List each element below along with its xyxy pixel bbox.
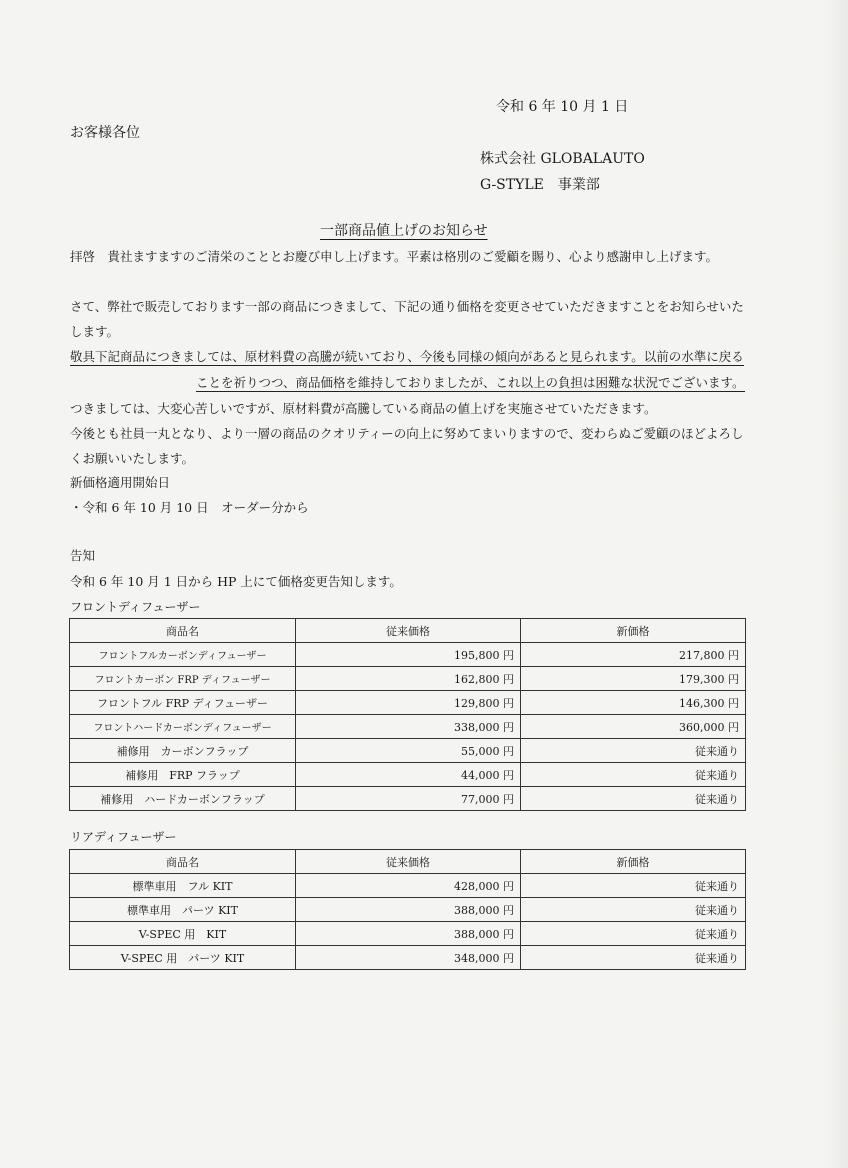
old-price: 55,000 円 (296, 739, 521, 763)
old-price: 195,800 円 (296, 643, 521, 667)
paragraph-1-line-1: さて、弊社で販売しております一部の商品につきまして、下記の通り価格を変更させていただきますことをお知らせいた (70, 299, 744, 314)
front-section-title: フロントディフューザー (70, 600, 201, 614)
table-row (70, 763, 746, 787)
paragraph-2-line-2: ことを祈りつつ、商品価格を維持しておりましたが、これ以上の負担は困難な状況でございます。 (196, 375, 745, 390)
paragraph-4-line-1: 今後とも社員一丸となり、より一層の商品のクオリティーの向上に努めてまいりますので、変わらぬご愛顧のほどよろし (70, 426, 744, 441)
old-price: 338,000 円 (296, 715, 521, 739)
new-price: 従来通り (521, 787, 746, 811)
product-name: フロントフルカーボンディフューザー (70, 643, 296, 667)
new-price: 360,000 円 (521, 715, 746, 739)
new-price: 217,800 円 (521, 643, 746, 667)
table-row (70, 643, 746, 667)
product-name: 標準車用 パーツ KIT (70, 898, 296, 922)
table-row (70, 946, 746, 970)
column-header-old-price: 従来価格 (296, 619, 521, 643)
table-header-row (70, 850, 746, 874)
product-name: V-SPEC 用 KIT (70, 922, 296, 946)
department-name: G-STYLE 事業部 (480, 177, 600, 193)
column-header-new-price: 新価格 (521, 850, 746, 874)
table-row (70, 667, 746, 691)
column-header-name: 商品名 (70, 619, 296, 643)
new-price: 従来通り (521, 898, 746, 922)
table-row (70, 739, 746, 763)
product-name: 補修用 ハードカーボンフラップ (70, 787, 296, 811)
table-row (70, 691, 746, 715)
paragraph-4-line-2: くお願いいたします。 (70, 451, 195, 466)
table-row (70, 898, 746, 922)
table-row (70, 715, 746, 739)
column-header-name: 商品名 (70, 850, 296, 874)
old-price: 44,000 円 (296, 763, 521, 787)
notice-label: 告知 (70, 548, 96, 563)
product-name: フロントカーボン FRP ディフューザー (70, 667, 296, 691)
old-price: 348,000 円 (296, 946, 521, 970)
product-name: 補修用 カーボンフラップ (70, 739, 296, 763)
old-price: 129,800 円 (296, 691, 521, 715)
document-date: 令和 6 年 10 月 1 日 (496, 99, 629, 115)
start-date-label: 新価格適用開始日 (70, 475, 171, 490)
new-price: 従来通り (521, 739, 746, 763)
product-name: フロントフル FRP ディフューザー (70, 691, 296, 715)
column-header-new-price: 新価格 (521, 619, 746, 643)
table-row (70, 922, 746, 946)
front-price-table (69, 618, 746, 811)
old-price: 388,000 円 (296, 898, 521, 922)
paragraph-1-line-2: します。 (70, 324, 120, 339)
new-price: 従来通り (521, 874, 746, 898)
new-price: 従来通り (521, 763, 746, 787)
table-header-row (70, 619, 746, 643)
old-price: 388,000 円 (296, 922, 521, 946)
product-name: 補修用 FRP フラップ (70, 763, 296, 787)
scan-edge-shadow (826, 0, 848, 1168)
old-price: 77,000 円 (296, 787, 521, 811)
recipient: お客様各位 (70, 125, 140, 141)
rear-price-table (69, 849, 746, 970)
company-name: 株式会社 GLOBALAUTO (480, 151, 645, 167)
table-row (70, 787, 746, 811)
old-price: 162,800 円 (296, 667, 521, 691)
table-row (70, 874, 746, 898)
notice-text: 令和 6 年 10 月 1 日から HP 上にて価格変更告知します。 (70, 574, 402, 589)
new-price: 146,300 円 (521, 691, 746, 715)
paragraph-3: つきましては、大変心苦しいですが、原材料費が高騰している商品の値上げを実施させていただきます。 (70, 401, 657, 416)
old-price: 428,000 円 (296, 874, 521, 898)
new-price: 179,300 円 (521, 667, 746, 691)
document-title: 一部商品値上げのお知らせ (320, 223, 488, 239)
product-name: フロントハードカーボンディフューザー (70, 715, 296, 739)
rear-section-title: リアディフューザー (70, 830, 177, 844)
product-name: 標準車用 フル KIT (70, 874, 296, 898)
paragraph-2-line-1: 敬具下記商品につきましては、原材料費の高騰が続いており、今後も同様の傾向があると見られます。以前の水準に戻る (70, 349, 744, 364)
column-header-old-price: 従来価格 (296, 850, 521, 874)
new-price: 従来通り (521, 946, 746, 970)
greeting-line: 拝啓 貴社ますますのご清栄のこととお慶び申し上げます。平素は格別のご愛顧を賜り、心より感謝申し上げます。 (70, 249, 719, 264)
new-price: 従来通り (521, 922, 746, 946)
start-date: ・令和 6 年 10 月 10 日 オーダー分から (70, 500, 309, 515)
product-name: V-SPEC 用 パーツ KIT (70, 946, 296, 970)
